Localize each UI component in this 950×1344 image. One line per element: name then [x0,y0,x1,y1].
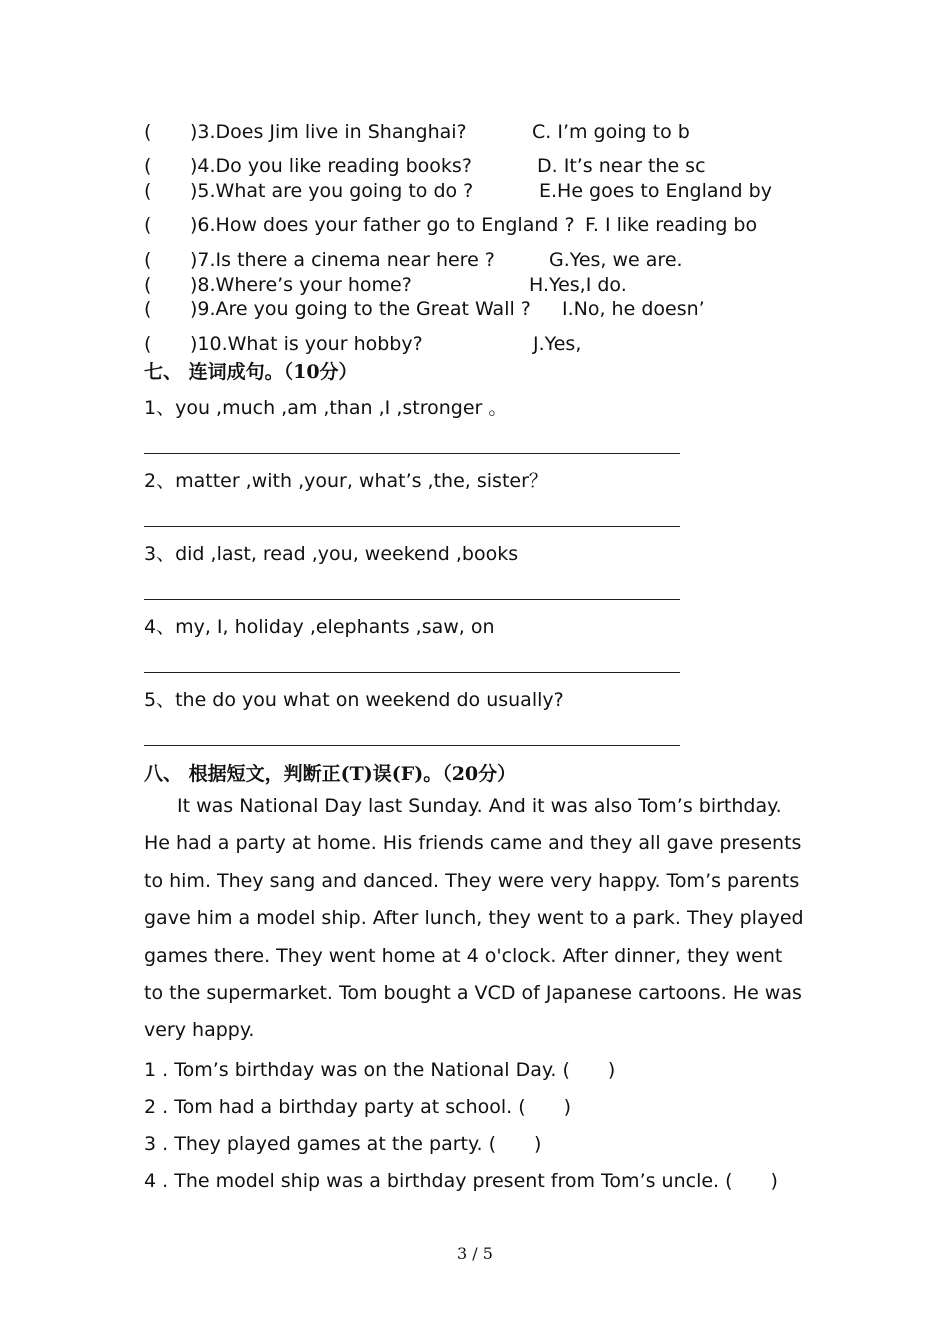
answer-bracket: ( [144,180,152,202]
matching-row [144,214,758,236]
question-text: )5.What are you going to do ? [190,180,474,202]
matching-row [144,298,705,320]
matching-row [144,155,706,177]
answer-bracket: ( [144,333,152,355]
answer-option: G.Yes, we are. [549,249,683,271]
matching-row [144,121,690,143]
tf-question: 4 . The model ship was a birthday present from Tom’s uncle. ( ) [144,1170,778,1192]
question-text: )3.Does Jim live in Shanghai? [190,121,467,143]
answer-bracket: ( [144,298,152,320]
question-text: )10.What is your hobby? [190,333,423,355]
matching-row [144,274,627,296]
answer-line[interactable] [144,672,680,673]
answer-bracket: ( [144,155,152,177]
answer-bracket: ( [144,121,152,143]
sentence-item: 2、matter ,with ,your, what’s ,the, sister？ [144,470,548,492]
answer-option: I.No, he doesn’ [562,298,705,320]
answer-line[interactable] [144,745,680,746]
question-text: )7.Is there a cinema near here ? [190,249,495,271]
tf-question: 3 . They played games at the party. ( ) [144,1133,542,1155]
tf-question: 1 . Tom’s birthday was on the National Day. ( ) [144,1059,616,1081]
sentence-item: 3、did ,last, read ,you, weekend ,books [144,543,519,565]
answer-line[interactable] [144,453,680,454]
answer-option: H.Yes,I do. [529,274,627,296]
matching-row [144,333,582,355]
sentence-item: 4、my, I, holiday ,elephants ,saw, on [144,616,495,638]
answer-option: D. It’s near the sc [537,155,706,177]
reading-passage: It was National Day last Sunday. And it was also Tom’s birthday. He had a party at home. His friends came and they all gave presents to him. They sang and danced. They were very happy. Tom’s parents gave him a model ship. After lunch, they went to a park. They played games there. They went home at 4 o'clock. After dinner, they went to the supermarket. Tom bought a VCD of Japanese cartoons. He was very happy. [144,795,804,1042]
answer-option: C. I’m going to b [532,121,690,143]
answer-line[interactable] [144,599,680,600]
page-number: 3 / 5 [457,1244,493,1263]
answer-option: F. I like reading bo [585,214,758,236]
answer-bracket: ( [144,249,152,271]
section-8-title: 八、 根据短文，判断正(T)误(F)。（20分） [144,763,517,785]
answer-line[interactable] [144,526,680,527]
question-text: )9.Are you going to the Great Wall ? [190,298,531,320]
section-7-title: 七、 连词成句。（10分） [144,361,358,383]
answer-bracket: ( [144,214,152,236]
sentence-item: 5、the do you what on weekend do usually? [144,689,564,711]
question-text: )8.Where’s your home? [190,274,412,296]
answer-option: E.He goes to England by [539,180,772,202]
answer-bracket: ( [144,274,152,296]
answer-option: J.Yes, [533,333,582,355]
tf-question: 2 . Tom had a birthday party at school. ( ) [144,1096,572,1118]
question-text: )6.How does your father go to England ? [190,214,575,236]
sentence-item: 1、you ,much ,am ,than ,I ,stronger 。 [144,397,508,419]
question-text: )4.Do you like reading books? [190,155,472,177]
matching-row [144,249,683,271]
matching-row [144,180,772,202]
